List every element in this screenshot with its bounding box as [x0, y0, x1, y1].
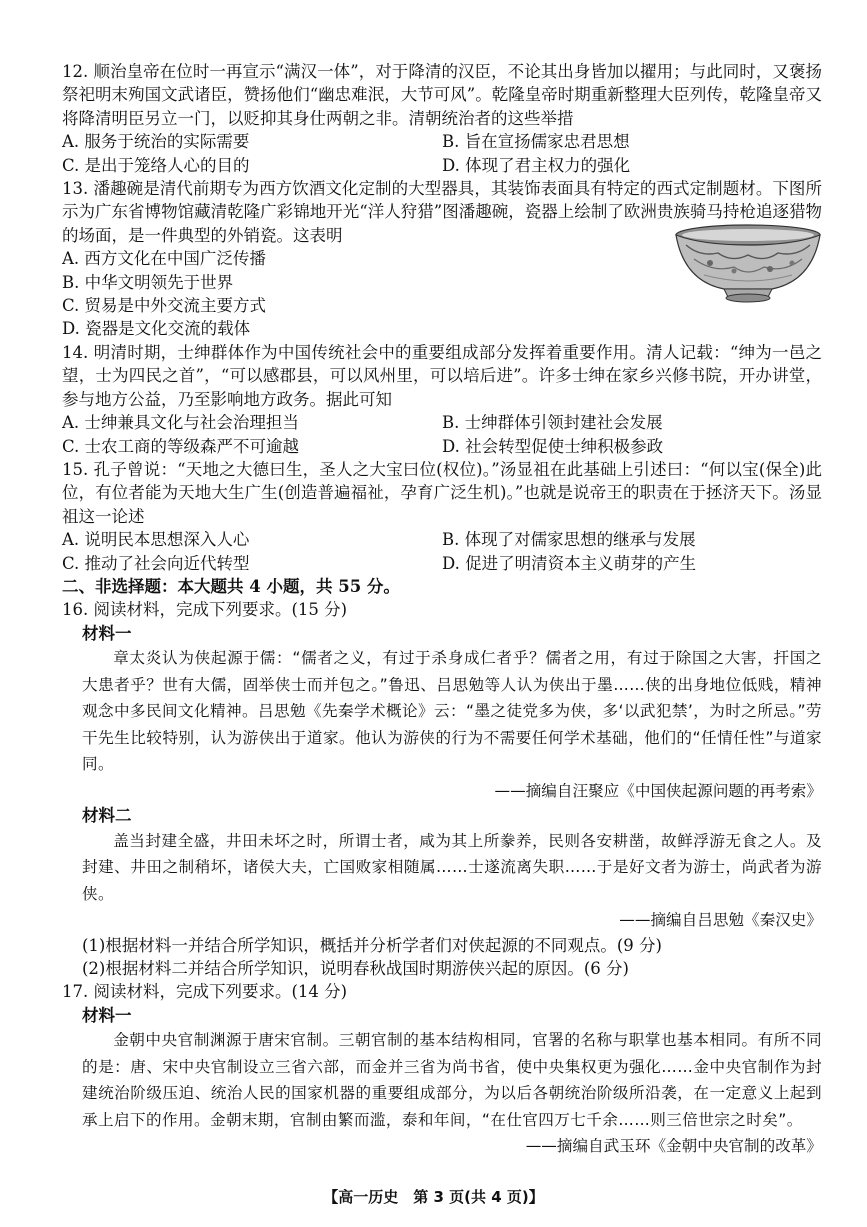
q14-option-d[interactable]: D. 社会转型促使士绅积极参政: [442, 436, 664, 456]
q16-material-1-label: 材料一: [82, 623, 132, 643]
q14-stem: 14. 明清时期，士绅群体作为中国传统社会中的重要组成部分发挥着重要作用。清人记载：“绅为一邑之望，士为四民之首”，“可以感郡县，可以风州里，可以培后进”。许多士绅在家乡兴修书院，开办讲堂，参与地方公益，乃至影响地方政务。据此可知: [62, 342, 822, 409]
q16-material-2-source: ——摘编自吕思勉《秦汉史》: [619, 911, 822, 930]
q13-option-a[interactable]: A. 西方文化在中国广泛传播: [62, 249, 266, 269]
q14-options-row-2: [62, 435, 822, 458]
section-heading: 二、非选择题：本大题共 4 小题，共 55 分。: [62, 576, 400, 596]
question-15: [62, 458, 822, 575]
q12-option-a[interactable]: A. 服务于统治的实际需要: [62, 132, 250, 152]
q17-material-1-text: 金朝中央官制渊源于唐宋官制。三朝官制的基本结构相同，官署的名称与职掌也基本相同。有所不同的是：唐、宋中央官制设立三省六部，而金并三省为尚书省，使中央集权更为强化……金中央官制作为封建统治阶级压迫、统治人民的国家机器的重要组成部分，为以后各朝统治阶级所沿袭，在一定意义上起到承上启下的作用。金朝末期，官制由繁而滥，泰和年间，“在仕官四万七千余……则三倍世宗之时矣”。: [82, 1031, 822, 1129]
question-12: [62, 60, 822, 177]
q17-material-1-source: ——摘编自武玉环《金朝中央官制的改革》: [525, 1137, 822, 1156]
q16-subquestion-2: (2)根据材料二并结合所学知识，说明春秋战国时期游侠兴起的原因。(6 分): [82, 958, 629, 978]
q17-stem: 17. 阅读材料，完成下列要求。(14 分): [62, 982, 348, 1002]
page-content: [62, 60, 822, 1160]
q15-option-c[interactable]: C. 推动了社会向近代转型: [62, 553, 250, 573]
q13-option-b[interactable]: B. 中华文明领先于世界: [62, 272, 234, 292]
question-14: [62, 341, 822, 458]
q14-option-c[interactable]: C. 士农工商的等级森严不可逾越: [62, 436, 300, 456]
q16-material-2-text: 盖当封建全盛，井田未坏之时，所谓士者，咸为其上所豢养，民则各安耕凿，故鲜浮游无食之人。及封建、井田之制稍坏，诸侯大夫，亡国败家相随属……士遂流离失职……于是好文者为游士，尚武者为游侠。: [82, 831, 822, 903]
q13-stem: 13. 潘趣碗是清代前期专为西方饮酒文化定制的大型器具，其装饰表面具有特定的西式定制题材。下图所示为广东省博物馆藏清乾隆广彩锦地开光“洋人狩猎”图潘趣碗，瓷器上绘制了欧洲贵族骑马持枪追逐猎物的场面，是一件典型的外销瓷。这表明: [62, 179, 822, 245]
q12-option-c[interactable]: C. 是出于笼络人心的目的: [62, 155, 250, 175]
q15-option-b[interactable]: B. 体现了对儒家思想的继承与发展: [442, 530, 696, 550]
q16-material-2-label: 材料二: [82, 806, 132, 826]
question-16: [62, 598, 822, 980]
q16-material-1-source: ——摘编自汪聚应《中国侠起源问题的再考索》: [494, 781, 822, 800]
q12-options-row-2: [62, 154, 822, 177]
page-footer: 【高一历史 第 3 页(共 4 页)】: [323, 1188, 544, 1206]
q13-option-c[interactable]: C. 贸易是中外交流主要方式: [62, 296, 267, 316]
q15-options-row-2: [62, 552, 822, 575]
question-13: [62, 177, 822, 341]
q16-stem: 16. 阅读材料，完成下列要求。(15 分): [62, 600, 348, 620]
q15-option-d[interactable]: D. 促进了明清资本主义萌芽的产生: [442, 553, 697, 573]
q12-option-b[interactable]: B. 旨在宣扬儒家忠君思想: [442, 132, 630, 152]
q14-option-a[interactable]: A. 士绅兼具文化与社会治理担当: [62, 413, 299, 433]
q12-option-d[interactable]: D. 体现了君主权力的强化: [442, 155, 631, 175]
q16-subquestion-1: (1)根据材料一并结合所学知识，概括并分析学者们对侠起源的不同观点。(9 分): [82, 935, 662, 955]
q17-material-1-label: 材料一: [82, 1005, 132, 1025]
q15-stem: 15. 孔子曾说：“天地之大德曰生，圣人之大宝曰位(权位)。”汤显祖在此基础上引述曰：“何以宝(保全)此位，有位者能为天地大生广生(创造普遍福祉，孕育广泛生机)。”也就是说帝王的职责在于拯济天下。汤显祖这一论述: [62, 459, 822, 526]
q12-stem: 12. 顺治皇帝在位时一再宣示“满汉一体”，对于降清的汉臣，不论其出身皆加以擢用；与此同时，又褒扬祭祀明末殉国文武诸臣，赞扬他们“幽忠难泯，大节可风”。乾隆皇帝时期重新整理大臣列传，乾隆皇帝又将降清明臣另立一门，以贬抑其身仕两朝之非。清朝统治者的这些举措: [62, 62, 822, 128]
q15-options-row-1: [62, 528, 822, 551]
question-17: [62, 980, 822, 1159]
q14-option-b[interactable]: B. 士绅群体引领封建社会发展: [442, 413, 663, 433]
q12-options-row-1: [62, 130, 822, 153]
q15-option-a[interactable]: A. 说明民本思想深入人心: [62, 530, 250, 550]
q16-material-1-text: 章太炎认为侠起源于儒：“儒者之义，有过于杀身成仁者乎？儒者之用，有过于除国之大害，扞国之大患者乎？世有大儒，固举侠士而并包之。”鲁迅、吕思勉等人认为侠出于墨……侠的出身地位低贱，精神观念中多民间文化精神。吕思勉《先秦学术概论》云：“墨之徒党多为侠，多‘以武犯禁’，为时之所忌。”劳干先生比较特别，认为游侠出于道家。他认为游侠的行为不需要任何学术基础，他们的“任情任性”与道家同。: [82, 649, 822, 774]
q13-option-d[interactable]: D. 瓷器是文化交流的载体: [62, 319, 251, 339]
q14-options-row-1: [62, 411, 822, 434]
punch-bowl-image: [674, 223, 822, 307]
